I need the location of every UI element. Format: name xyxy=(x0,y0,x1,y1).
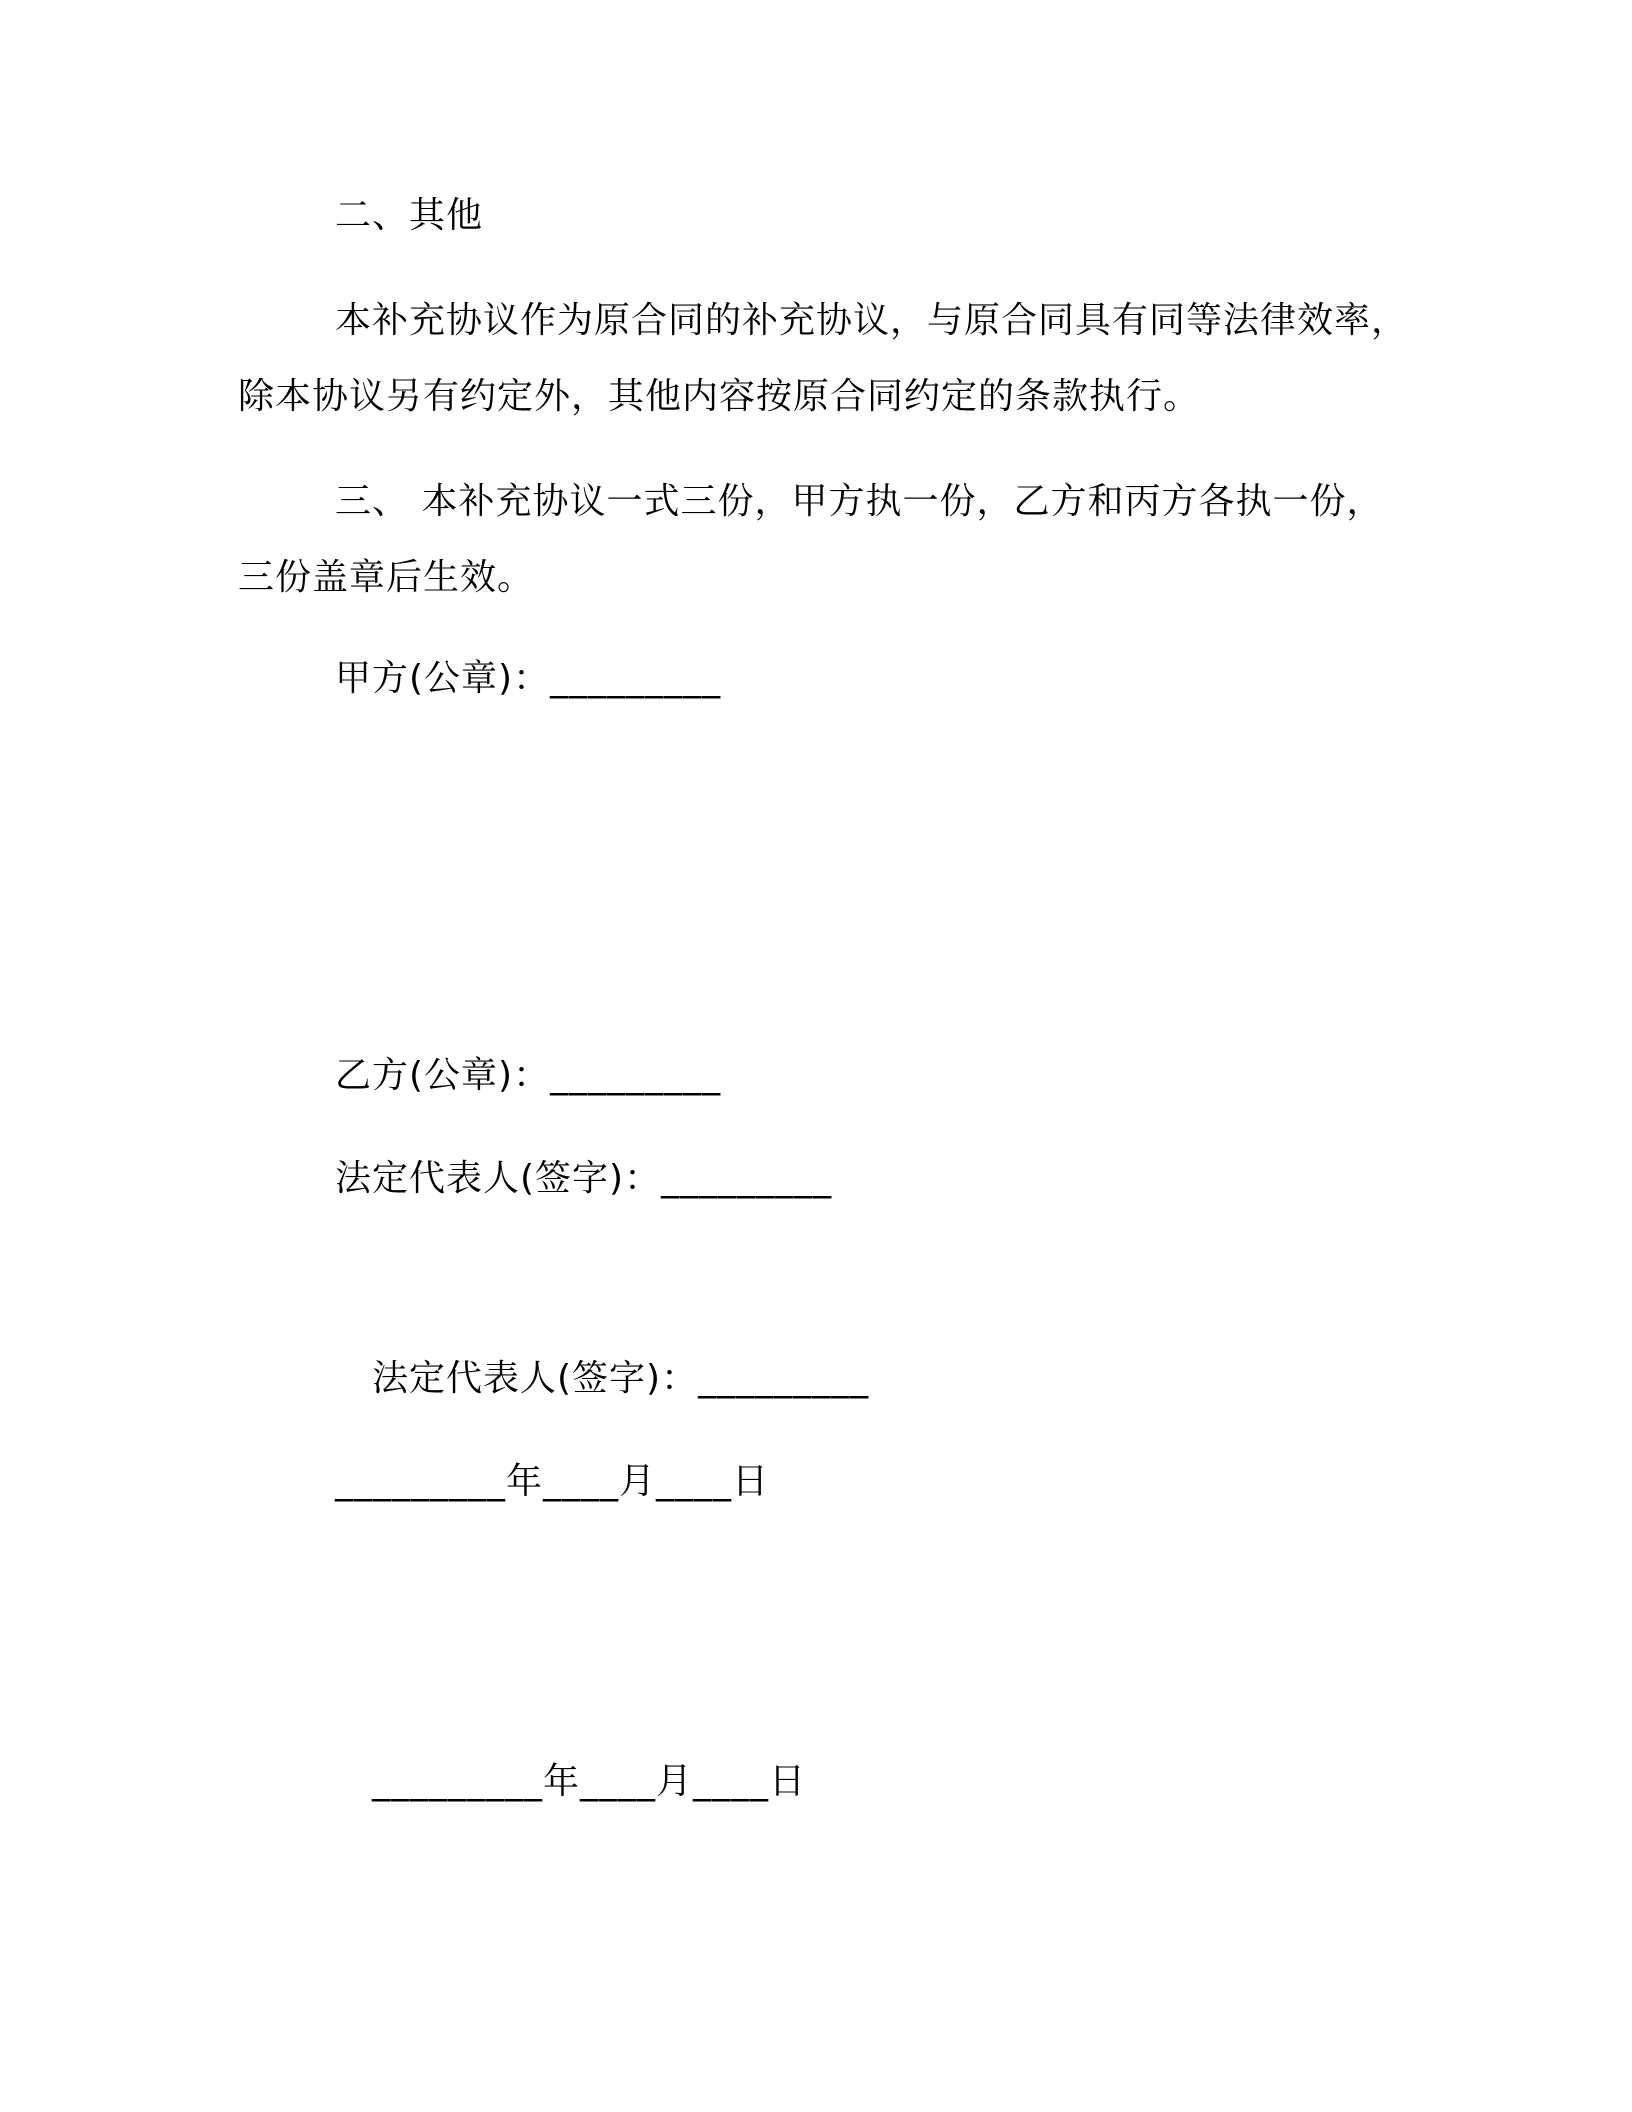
party-a-seal-line: 甲方(公章)：_________ xyxy=(335,658,722,699)
section-2-paragraph-line-2: 除本协议另有约定外，其他内容按原合同约定的条款执行。 xyxy=(238,376,1201,417)
legal-representative-signature-line-1: 法定代表人(签字)：_________ xyxy=(335,1158,833,1199)
section-2-paragraph-line-1: 本补充协议作为原合同的补充协议，与原合同具有同等法律效率， xyxy=(335,300,1409,341)
section-3-line-1: 三、 本补充协议一式三份，甲方执一份，乙方和丙方各执一份， xyxy=(335,481,1384,522)
date-line-2: _________年____月____日 xyxy=(372,1761,806,1802)
section-2-heading: 二、其他 xyxy=(335,195,484,236)
date-line-1: _________年____月____日 xyxy=(335,1461,769,1502)
legal-representative-signature-line-2: 法定代表人(签字)：_________ xyxy=(372,1358,870,1399)
party-b-seal-line: 乙方(公章)：_________ xyxy=(335,1055,722,1096)
section-3-line-2: 三份盖章后生效。 xyxy=(238,557,535,598)
